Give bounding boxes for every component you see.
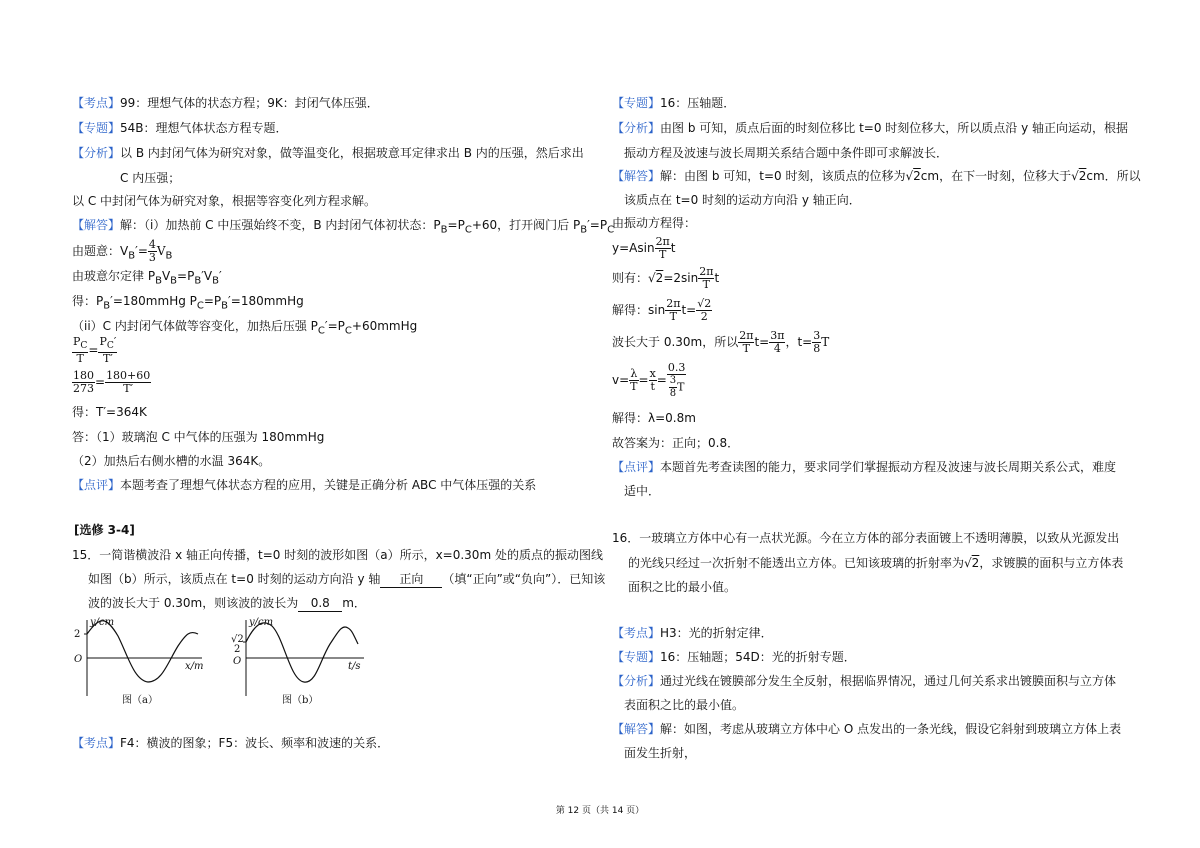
radicand: 2 [913,169,921,183]
tag-kaodian: 【考点】 [612,626,661,640]
figure-caption: 图（b） [282,695,319,706]
numerator [72,336,88,353]
q16-text: 的光线只经过一次折射不能透出立方体。已知该玻璃的折射率为 [628,556,965,570]
eq-text: V [156,244,166,258]
eq-velocity [612,360,686,400]
eq-text: =P [177,269,195,283]
kaodian-line [612,625,773,641]
q15-line-3 [88,595,366,612]
tag-zhuanti: 【专题】 [612,96,661,110]
page-footer: 第 12 页（共 14 页） [555,806,645,816]
jieda-text-3: 由振动方程得： [612,216,697,230]
numerator [98,336,117,353]
sub: C [106,340,114,352]
eq-text: V [161,269,171,283]
numerator: 2π [739,329,754,342]
sub: B [155,275,162,287]
eq-volume [72,238,172,269]
vibration-curve [246,623,358,682]
denominator: 273 [73,382,94,395]
eq-text: ′=180mmHg [228,294,304,308]
sub: B [103,300,111,312]
tag-fenxi: 【分析】 [72,146,121,160]
eq-ratio-2: $\frac{180}{273}$ = $\frac{180+60}{T'}$ [73,369,151,395]
numerator: 4 [148,238,156,251]
sub: C [80,340,88,352]
numerator: 2π [699,265,714,278]
q16-line-2 [628,555,1123,571]
eq-text: 则有： [612,271,649,285]
eq-text: t= [681,303,697,317]
eq-text: 由玻意尔定律 P [72,269,156,283]
tag-fenxi: 【分析】 [612,121,661,135]
fraction [649,368,657,393]
q15-line-1: 15．一简谐横波沿 x 轴正向传播，t=0 时刻的波形如图（a）所示，x=0.30m 处的质点的振动图线 [72,548,603,562]
tag-kaodian: 【考点】 [72,736,121,750]
fenxi-text: 以 B 内封闭气体为研究对象，做等温变化，根据玻意耳定律求出 B 内的压强，然后求出 [120,146,584,160]
figure-b [230,612,370,708]
fraction [665,298,681,323]
eq-text: ′V [201,269,213,283]
x-axis-label: x/m [185,661,204,672]
q15-text: 波的波长大于 0.30m，则该波的波长为 [88,596,299,610]
radicand: 2 [1078,169,1087,183]
dianping-line [72,477,536,493]
fenxi-text: 由图 b 可知，质点后面的时刻位移比 t=0 时刻位移大，所以质点沿 y 轴正向运动，根据 [660,121,1129,135]
fraction [667,362,687,400]
fraction [696,298,712,323]
denominator: T [659,248,667,261]
kaodian-text: F4：横波的图象；F5：波长、频率和波速的关系． [120,736,390,750]
eq-sin [612,296,712,324]
eq-text: P [73,334,81,348]
fenxi-text-2: 振动方程及波速与波长周期关系结合题中条件即可求解波长． [624,146,949,160]
dianping-line [612,459,1116,475]
fraction [669,375,677,400]
wave-curve [87,621,198,682]
tag-jieda: 【解答】 [72,218,121,232]
eq-text: t [714,271,720,285]
fenxi-text-3: 以 C 中封闭气体为研究对象，根据等容变化列方程求解。 [72,194,377,208]
answer-2: （2）加热后右侧水槽的水温 364K。 [72,454,271,468]
numerator: 3 [669,374,677,386]
answer-blank-2: 0.8 [298,595,342,612]
fraction [698,266,714,291]
denominator [667,375,687,400]
eq-text: 解得：sin [612,303,666,317]
numerator: 3 [813,329,821,342]
eq-text: =P [203,294,222,308]
fraction [812,330,821,355]
numerator: 180 [73,369,94,382]
fenxi-line [612,120,1128,136]
jieda-text: 解：由图 b 可知，t=0 时刻，该质点的位移为 [660,169,906,183]
sub: B [165,250,173,262]
fenxi-text-2: C 内压强； [120,171,181,185]
fraction [738,330,754,355]
figure-caption: 图（a） [122,695,158,706]
tag-kaodian: 【考点】 [72,96,121,110]
eq-text: ′=180mmHg P [110,294,197,308]
eq-text: ′ [113,334,117,348]
eq-root [612,264,719,292]
origin-label: O [233,656,242,667]
dianping-text: 本题首先考查读图的能力，要求同学们掌握振动方程及波速与波长周期关系公式，难度 [660,460,1117,474]
fraction [72,370,95,395]
zhuanti-line [612,95,735,111]
numerator: √2 [697,297,712,310]
fraction [655,236,671,261]
jieda-text: 解：如图，考虑从玻璃立方体中心 O 点发出的一条光线，假设它斜射到玻璃立方体上表 [660,722,1122,736]
eq-wavelength [612,328,829,356]
jieda-text: cm．所以 [1086,169,1141,183]
tag-fenxi: 【分析】 [612,674,661,688]
sub: C [607,224,615,236]
sub: C [464,224,472,236]
zhuanti-text: 16：压轴题． [660,96,736,110]
eq-text: = [638,373,649,387]
eq-text: 由题意：V [72,244,129,258]
sqrt: √2 [964,556,980,570]
numerator: 180+60 [106,369,151,382]
eq-text: v= [612,373,630,387]
y-axis-label: y/cm [249,617,274,628]
denominator: T [702,278,710,291]
radicand: 2 [971,556,980,570]
denominator: 3 [148,251,156,264]
jieda-line [612,721,1121,737]
q16-text: ，求镀膜的面积与立方体表 [979,556,1124,570]
denominator: T [669,310,677,323]
tag-jieda: 【解答】 [612,722,661,736]
q15-line-2 [88,571,605,588]
fenxi-text-2: 表面积之比的最小值。 [624,698,745,712]
zhuanti-text: 54B：理想气体状态方程专题． [120,121,288,135]
denominator: T [76,352,84,366]
sqrt: √2 [648,271,664,285]
sub: B [221,300,229,312]
eq-text: ′=P [324,319,345,333]
denominator: 8 [669,387,677,399]
isochoric-line [72,318,417,339]
fraction [98,336,117,365]
tick-label-2: 2 [74,629,81,640]
result-line [72,293,304,314]
kaodian-line-2 [72,735,389,751]
sub: C [344,325,352,337]
sub: B [194,275,202,287]
denominator: T′ [123,382,134,395]
eq-text: =2sin [663,271,699,285]
eq-text: y=Asin [612,241,655,255]
eq-text: +60mmHg [351,319,418,333]
jieda-line [612,168,1141,184]
q15-text: m． [342,596,366,610]
denominator: 2 [700,310,708,323]
sub: B [212,275,220,287]
kaodian-line [72,95,379,111]
sub: B [580,224,588,236]
denominator: T′ [103,352,113,366]
fenxi-text: 通过光线在镀膜部分发生全反射，根据临界情况，通过几何关系求出镀膜面积与立方体 [660,674,1117,688]
eq-text: = [656,373,667,387]
sqrt: √2 [1071,169,1087,183]
jieda-text: +60，打开阀门后 P [471,218,581,232]
fenxi-line [612,673,1116,689]
jieda-text: 解：（i）加热前 C 中压强始终不变，B 内封闭气体初状态：P [120,218,441,232]
numerator: 2π [655,235,670,248]
sub: C [196,300,204,312]
tag-zhuanti: 【专题】 [72,121,121,135]
dianping-text-2: 适中． [624,484,661,498]
jieda-text-2: 面发生折射， [624,746,697,760]
sub: B [440,224,448,236]
zhuanti-text: 16：压轴题；54D：光的折射专题． [660,650,856,664]
numerator: λ [630,367,638,380]
eq-text: ′= [135,244,148,258]
eq-text: （ii）C 内封闭气体做等容变化，加热后压强 P [72,319,318,333]
result-T: 得：T′=364K [72,405,147,419]
fraction [629,368,638,393]
eq-text: ′ [219,269,222,283]
fraction [769,330,785,355]
numerator: x [649,367,656,380]
answer-blank-1: 正向 [380,571,442,588]
kaodian-text: H3：光的折射定律． [660,626,773,640]
sub: B [170,275,178,287]
denominator: 4 [773,342,781,355]
tag-dianping: 【点评】 [612,460,661,474]
q16-line-3: 面积之比的最小值。 [628,580,737,594]
zhuanti-line [72,120,288,136]
eq-text: P [99,334,107,348]
numerator: 3π [770,329,785,342]
denominator: 8 [813,342,821,355]
eq-text: t [670,241,676,255]
jieda-text: ′=P [587,218,608,232]
eq-ratio-1: $\frac{P_C}{T}$ = $\frac{P_C'}{T'}$ [73,334,117,366]
tag-dianping: 【点评】 [72,478,121,492]
figure-a [72,612,212,708]
answer-1: 答：（1）玻璃泡 C 中气体的压强为 180mmHg [72,430,325,444]
fraction [105,370,151,395]
tick-label-2: 2 [234,644,241,655]
x-axis-label: t/s [348,661,361,672]
final-answer: 故答案为：正向；0.8． [612,436,740,450]
eq-text: T [821,335,830,349]
tag-jieda: 【解答】 [612,169,661,183]
y-axis-label: y/cm [90,617,115,628]
q16-line-1: 16．一玻璃立方体中心有一点状光源。今在立方体的部分表面镀上不透明薄膜，以致从光源发出 [612,531,1120,545]
numerator: 2π [666,297,681,310]
denominator: T [630,380,638,393]
fraction [148,239,157,264]
section-heading: [选修 3-4] [74,523,135,537]
jieda-line [72,217,614,238]
eq-text: ，t= [785,335,813,349]
jieda-text: =P [447,218,465,232]
eq-text: T [677,380,685,393]
jieda-text: cm，在下一时刻，位移大于 [920,169,1072,183]
eq-text: 得：P [72,294,104,308]
jieda-text-2: 该质点在 t=0 时刻的运动方向沿 y 轴正向． [624,193,861,207]
tick-label-root2: √2 [231,634,244,645]
q15-text: 如图（b）所示，该质点在 t=0 时刻的运动方向沿 y 轴 [88,572,381,586]
sub: C [317,325,325,337]
sqrt: √2 [905,169,921,183]
eq-text: t= [754,335,770,349]
denominator: T [742,342,751,355]
q15-text: （填“正向”或“负向”）．已知该 [442,572,606,586]
zhuanti-line [612,649,856,665]
fenxi-line [72,145,584,161]
tag-zhuanti: 【专题】 [612,650,661,664]
radicand: 2 [655,271,664,285]
sub: B [128,250,136,262]
numerator: 0.3 [667,360,686,374]
boyle-line [72,268,222,289]
dianping-text: 本题考查了理想气体状态方程的应用，关键是正确分析 ABC 中气体压强的关系 [120,478,537,492]
denominator: t [650,380,655,393]
eq-y [612,234,676,262]
kaodian-text: 99：理想气体的状态方程；9K：封闭气体压强． [120,96,379,110]
result-lambda: 解得：λ=0.8m [612,411,696,425]
fraction [72,336,88,365]
origin-label: O [74,654,83,665]
eq-text: 波长大于 0.30m，所以 [612,335,739,349]
